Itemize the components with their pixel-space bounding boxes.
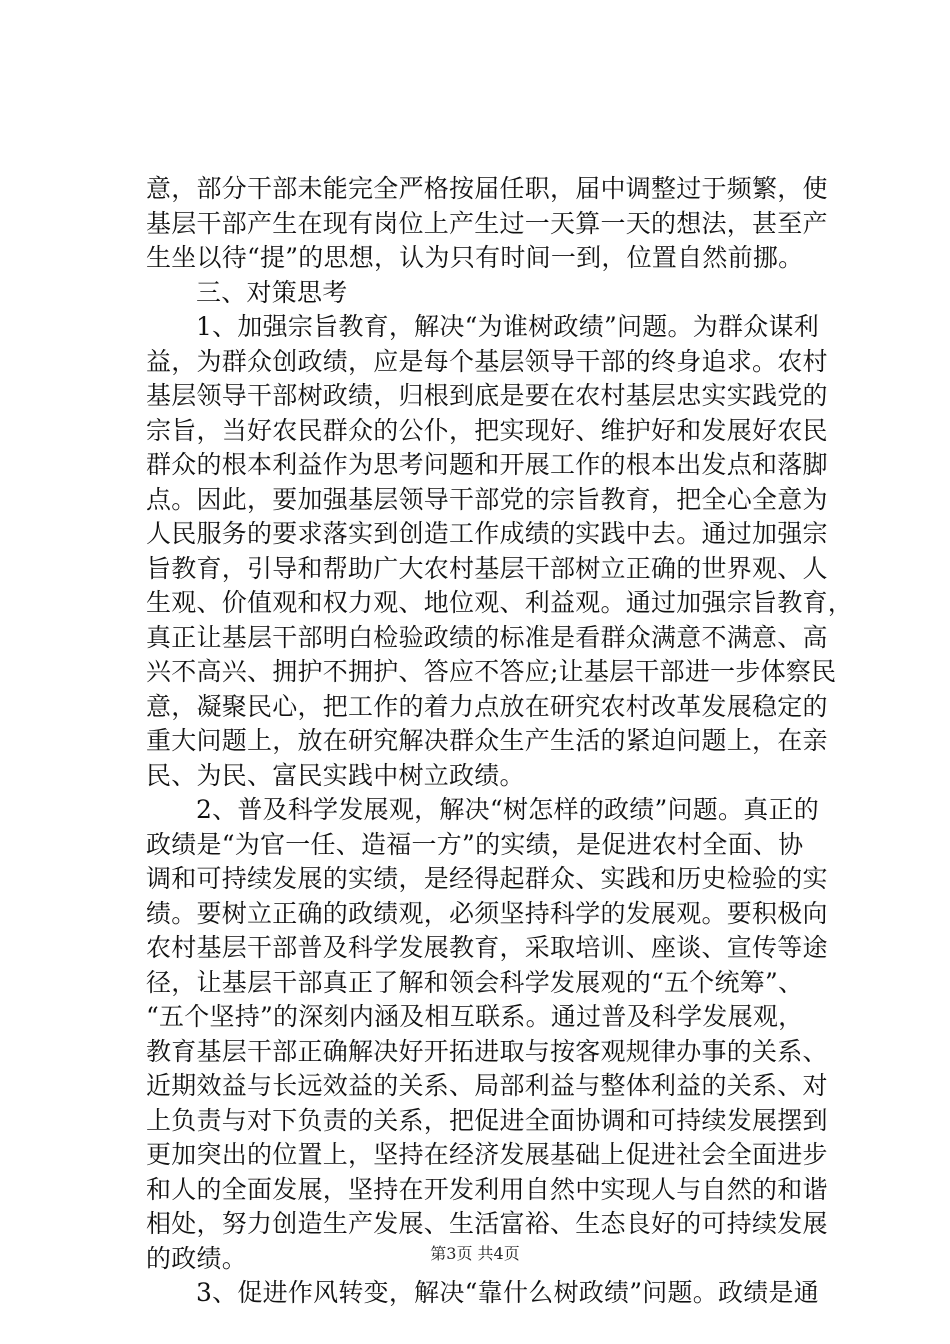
text-line: 生观、价值观和权力观、地位观、利益观。通过加强宗旨教育，: [146, 588, 854, 617]
text-line: 重大问题上，放在研究解决群众生产生活的紧迫问题上，在亲: [146, 726, 828, 755]
text-line: 径，让基层干部真正了解和领会科学发展观的“五个统筹”、: [146, 967, 804, 997]
text-line: 和人的全面发展，坚持在开发利用自然中实现人与自然的和谐: [146, 1174, 828, 1204]
text-line: 旨教育，引导和帮助广大农村基层干部树立正确的世界观、人: [146, 553, 828, 583]
text-line: 意，部分干部未能完全严格按届任职，届中调整过于频繁，使: [146, 174, 828, 203]
text-line: 益，为群众创政绩，应是每个基层领导干部的终身追求。农村: [146, 346, 828, 376]
text-line: 真正让基层干部明白检验政绩的标准是看群众满意不满意、高: [146, 622, 828, 652]
paragraph-start: 1、加强宗旨教育，解决“为谁树政绩”问题。为群众谋利: [196, 312, 819, 341]
body-text: [146, 172, 854, 1311]
text-line: 人民服务的要求落实到创造工作成绩的实践中去。通过加强宗: [146, 519, 828, 548]
text-line: 基层干部产生在现有岗位上产生过一天算一天的想法，甚至产: [146, 208, 828, 238]
text-line: “五个坚持”的深刻内涵及相互联系。通过普及科学发展观，: [146, 1002, 804, 1031]
text-line: 政绩是“为官一任、造福一方”的实绩，是促进农村全面、协: [146, 829, 804, 859]
paragraph-start: 2、普及科学发展观，解决“树怎样的政绩”问题。真正的: [196, 795, 819, 824]
text-line: 相处，努力创造生产发展、生活富裕、生态良好的可持续发展: [146, 1209, 828, 1238]
text-line: 点。因此，要加强基层领导干部党的宗旨教育，把全心全意为: [146, 484, 828, 514]
text-line: 宗旨，当好农民群众的公仆，把实现好、维护好和发展好农民: [146, 415, 828, 445]
text-line: 意，凝聚民心，把工作的着力点放在研究农村改革发展稳定的: [146, 691, 828, 721]
section-heading: 三、对策思考: [196, 277, 348, 307]
text-line: 民、为民、富民实践中树立政绩。: [146, 760, 525, 790]
text-line: 的政绩。: [146, 1243, 248, 1273]
paragraph-start: 3、促进作风转变，解决“靠什么树政绩”问题。政绩是通: [196, 1278, 819, 1307]
text-line: 生坐以待“提”的思想，认为只有时间一到，位置自然前挪。: [146, 243, 804, 272]
text-line: 绩。要树立正确的政绩观，必须坚持科学的发展观。要积极向: [146, 898, 828, 928]
text-line: 上负责与对下负责的关系，把促进全面协调和可持续发展摆到: [146, 1105, 828, 1135]
page-number-footer: 第3页 共4页: [430, 1244, 520, 1263]
text-line: 基层领导干部树政绩，归根到底是要在农村基层忠实实践党的: [146, 381, 828, 410]
text-line: 更加突出的位置上，坚持在经济发展基础上促进社会全面进步: [146, 1140, 828, 1169]
text-line: 教育基层干部正确解决好开拓进取与按客观规律办事的关系、: [146, 1036, 828, 1066]
text-line: 兴不高兴、拥护不拥护、答应不答应;让基层干部进一步体察民: [146, 657, 837, 686]
text-line: 调和可持续发展的实绩，是经得起群众、实践和历史检验的实: [146, 864, 828, 893]
text-line: 群众的根本利益作为思考问题和开展工作的根本出发点和落脚: [146, 450, 828, 479]
text-line: 近期效益与长远效益的关系、局部利益与整体利益的关系、对: [146, 1071, 828, 1100]
text-line: 农村基层干部普及科学发展教育，采取培训、座谈、宣传等途: [146, 933, 828, 962]
